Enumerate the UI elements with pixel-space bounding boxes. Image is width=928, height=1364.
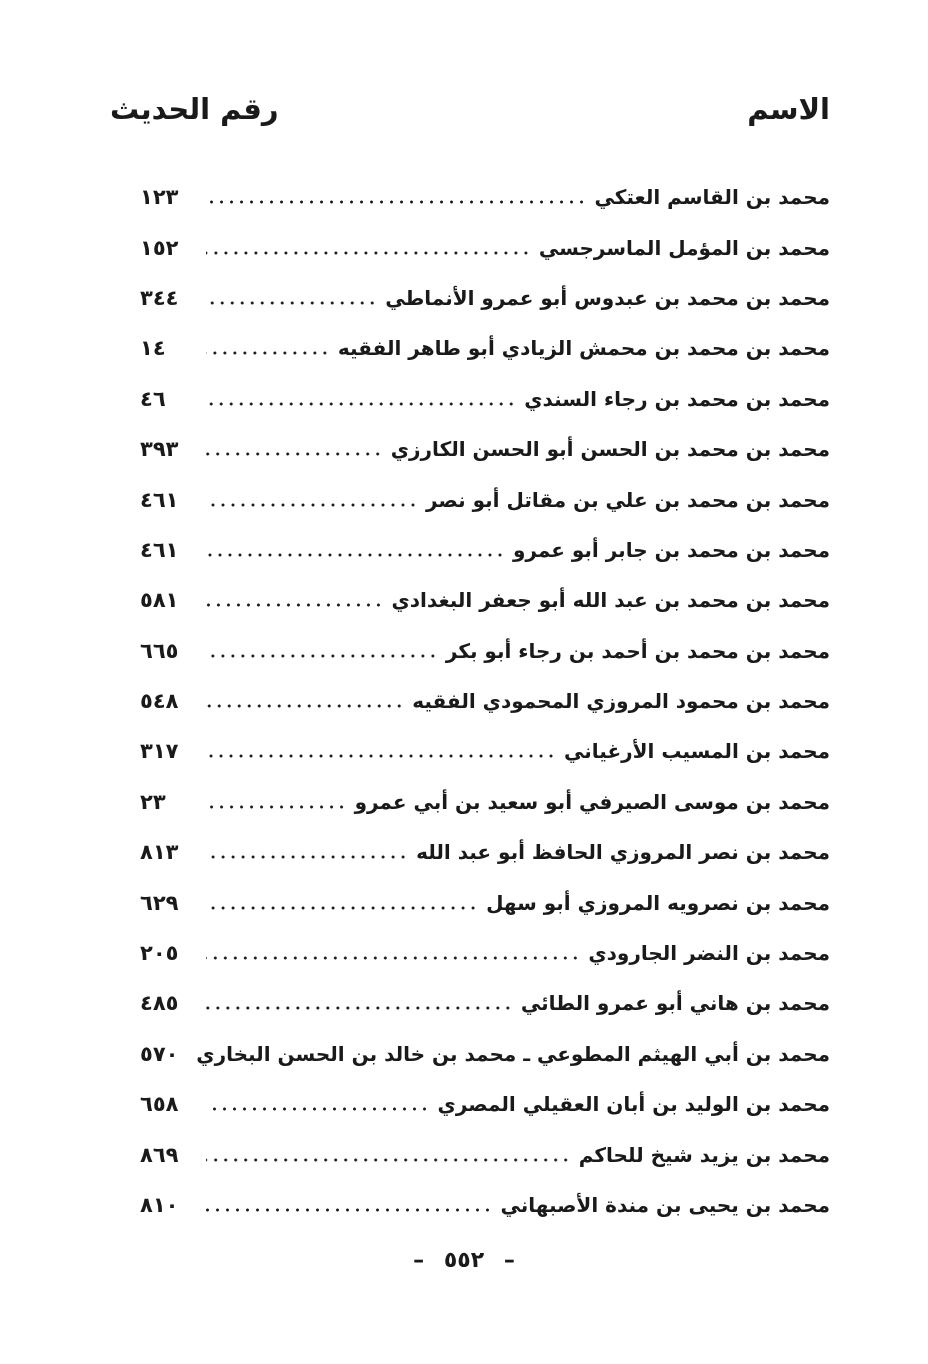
dot-leader (206, 402, 516, 406)
hadith-number: ٤٦ (140, 386, 166, 411)
dot-leader (206, 1107, 430, 1111)
hadith-number: ٤٦١ (140, 537, 179, 562)
entry-name: محمد بن محمد بن رجاء السندي (524, 386, 830, 411)
dot-leader (206, 351, 330, 355)
entry-name: محمد بن محمد بن أحمد بن رجاء أبو بكر (445, 638, 830, 663)
column-headers (110, 92, 830, 126)
dot-leader (206, 301, 377, 305)
index-entry (140, 978, 830, 1028)
dot-leader (206, 200, 587, 204)
dot-leader (206, 704, 404, 708)
entry-name: محمد بن يحيى بن مندة الأصبهاني (500, 1193, 830, 1217)
hadith-number: ٨١٠ (140, 1193, 179, 1217)
dot-leader (206, 754, 556, 758)
hadith-number: ١٢٣ (140, 185, 179, 210)
entry-name: محمد بن أبي الهيثم المطوعي ـ محمد بن خالد بن الحسن البخاري (196, 1041, 830, 1066)
footer-dash-left: – (413, 1248, 425, 1273)
index-entry (140, 877, 830, 927)
dot-leader (206, 503, 418, 507)
entry-name: محمد بن محمد بن عبد الله أبو جعفر البغدادي (391, 588, 830, 613)
index-entry (140, 928, 830, 978)
entry-name: محمد بن محمود المروزي المحمودي الفقيه (412, 689, 830, 714)
index-entry (140, 726, 830, 776)
index-entries-list (140, 172, 830, 1230)
dot-leader (206, 603, 383, 607)
index-entry (140, 172, 830, 222)
hadith-number: ٣٤٤ (140, 285, 179, 310)
entry-name: محمد بن الوليد بن أبان العقيلي المصري (437, 1092, 830, 1117)
hadith-number: ٣٩٣ (140, 437, 179, 462)
index-entry (140, 273, 830, 323)
entry-name: محمد بن محمد بن عبدوس أبو عمرو الأنماطي (385, 285, 830, 310)
entry-name: محمد بن محمد بن الحسن أبو الحسن الكارزي (390, 437, 830, 462)
hadith-number: ٦٢٩ (140, 890, 179, 915)
dot-leader (206, 1208, 492, 1212)
entry-name: محمد بن المسيب الأرغياني (564, 739, 830, 764)
entry-name: محمد بن موسى الصيرفي أبو سعيد بن أبي عمرو (354, 789, 830, 814)
entry-name: محمد بن محمد بن علي بن مقاتل أبو نصر (425, 487, 830, 512)
entry-name: محمد بن القاسم العتكي (594, 185, 830, 210)
index-entry (140, 1079, 830, 1129)
index-entry (140, 626, 830, 676)
index-entry (140, 1129, 830, 1179)
index-entry (140, 424, 830, 474)
entry-name: محمد بن النضر الجارودي (588, 941, 830, 966)
entry-name: محمد بن محمد بن محمش الزيادي أبو طاهر الفقيه (337, 336, 830, 361)
index-entry (140, 1180, 830, 1230)
index-entry (140, 323, 830, 373)
index-entry (140, 525, 830, 575)
entry-name: محمد بن نصرويه المروزي أبو سهل (486, 890, 830, 915)
entry-name: محمد بن محمد بن جابر أبو عمرو (512, 537, 830, 562)
hadith-number: ٤٦١ (140, 487, 179, 512)
index-entry (140, 676, 830, 726)
hadith-number: ١٤ (140, 336, 166, 361)
index-entry (140, 1029, 830, 1079)
footer-dash-right: – (503, 1248, 515, 1273)
page-number: ٥٥٢ (443, 1248, 485, 1273)
entry-name: محمد بن نصر المروزي الحافظ أبو عبد الله (416, 840, 830, 865)
dot-leader (206, 1006, 513, 1010)
dot-leader (206, 805, 347, 809)
dot-leader (206, 1158, 571, 1162)
dot-leader (206, 553, 505, 557)
hadith-number: ١٥٢ (140, 235, 179, 260)
dot-leader (206, 251, 531, 255)
hadith-number: ٦٥٨ (140, 1092, 179, 1117)
hadith-number: ٥٤٨ (140, 689, 179, 714)
hadith-number: ٥٨١ (140, 588, 179, 613)
hadith-number: ٨١٣ (140, 840, 179, 865)
hadith-number: ٥٧٠ (140, 1041, 179, 1066)
hadith-number: ٤٨٥ (140, 991, 179, 1016)
index-entry (140, 474, 830, 524)
dot-leader (206, 906, 478, 910)
index-entry (140, 222, 830, 272)
dot-leader (206, 654, 438, 658)
page-footer (0, 1248, 928, 1273)
hadith-number: ٨٦٩ (140, 1142, 179, 1167)
entry-name: محمد بن يزيد شيخ للحاكم (578, 1142, 830, 1167)
dot-leader (206, 855, 408, 859)
index-entry (140, 827, 830, 877)
entry-name: محمد بن هاني أبو عمرو الطائي (520, 991, 830, 1016)
index-entry (140, 777, 830, 827)
hadith-number-column-heading: رقم الحديث (110, 92, 279, 126)
index-entry (140, 575, 830, 625)
dot-leader (206, 956, 580, 960)
hadith-number: ٦٦٥ (140, 638, 179, 663)
hadith-number: ٢٠٥ (140, 941, 179, 966)
dot-leader (206, 452, 383, 456)
entry-name: محمد بن المؤمل الماسرجسي (538, 235, 830, 260)
hadith-number: ٢٣ (140, 789, 166, 814)
name-column-heading: الاسم (747, 92, 830, 126)
index-entry (140, 374, 830, 424)
hadith-number: ٣١٧ (140, 739, 179, 764)
